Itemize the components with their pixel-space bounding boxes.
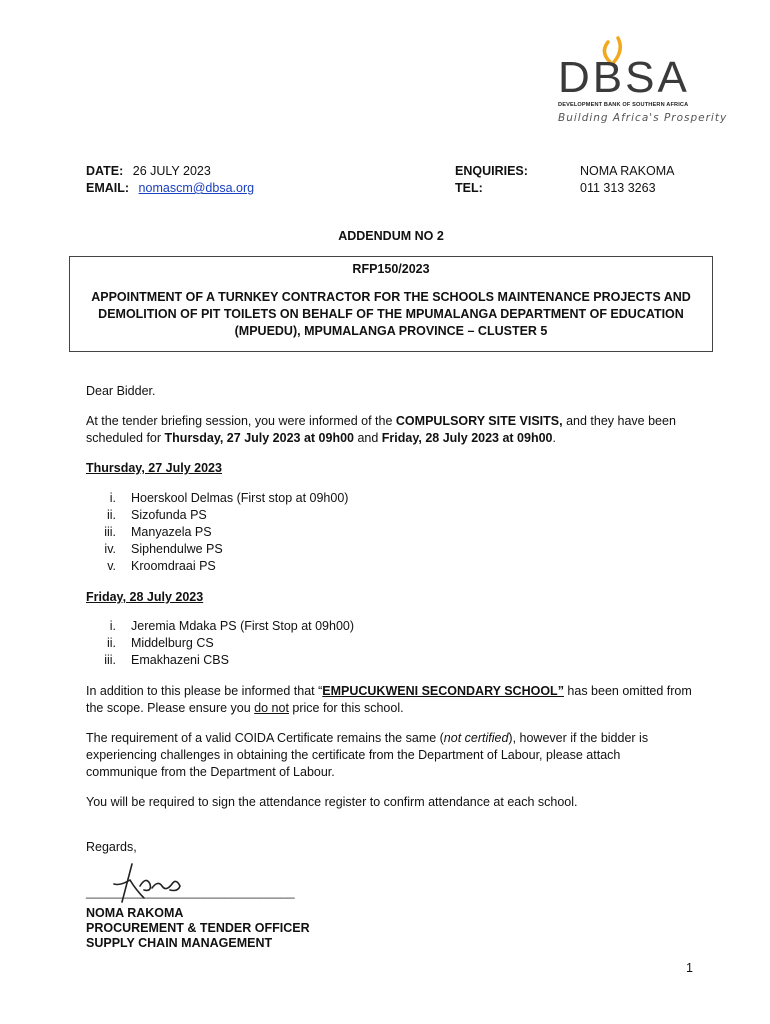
greeting: Dear Bidder. [86,384,156,398]
tel-label: TEL: [455,181,483,195]
rfp-title-line-3: (MPUEDU), MPUMALANGA PROVINCE – CLUSTER 5 [234,324,548,338]
paragraph-3-line-1 [86,730,648,747]
list-item [86,524,486,541]
thursday-heading: Thursday, 27 July 2023 [86,461,222,475]
p3-text-a: The requirement of a valid COIDA Certificate remains the same ( [86,731,444,745]
p1-text-g: Friday, 28 July 2023 at 09h00 [381,431,553,445]
enquiries-value: NOMA RAKOMA [580,164,675,178]
p2-text-c: has been omitted from [563,684,692,698]
list-item-text: Emakhazeni CBS [131,653,229,667]
p2-text-f: price for this school. [288,701,404,715]
list-item-number: v. [107,559,116,573]
friday-list [86,618,486,669]
list-item [86,558,486,575]
p1-text-d: scheduled for [86,431,165,445]
paragraph-1-line-1 [86,413,676,430]
logo-bank-name: DEVELOPMENT BANK OF SOUTHERN AFRICA [558,102,689,108]
list-item-number: iii. [104,653,116,667]
p3-text-b: not certified [443,731,509,745]
list-item [86,618,486,635]
list-item [86,507,486,524]
list-item-number: ii. [106,508,116,522]
paragraph-2-line-1 [86,683,692,700]
enquiries-label: ENQUIRIES: [455,164,528,178]
thursday-list [86,490,486,575]
rfp-title-line-1: APPOINTMENT OF A TURNKEY CONTRACTOR FOR THE SCHOOLS MAINTENANCE PROJECTS AND [91,290,691,304]
paragraph-2-line-2 [86,700,404,717]
p2-text-d: the scope. Please ensure you [86,701,255,715]
list-item-text: Hoerskool Delmas (First stop at 09h00) [131,491,349,505]
list-item-text: Kroomdraai PS [131,559,216,573]
list-item [86,490,486,507]
list-item-number: iii. [104,525,116,539]
email-label: EMAIL: [86,181,130,195]
p1-text-c: and they have been [562,414,676,428]
list-item-number: iv. [104,542,116,556]
list-item [86,635,486,652]
p2-text-a: In addition to this please be informed that “ [86,684,323,698]
list-item [86,652,486,669]
signatory-name: NOMA RAKOMA [86,906,184,920]
regards: Regards, [86,840,137,854]
paragraph-3-line-2: experiencing challenges in obtaining the certificate from the Department of Labour, please attach [86,748,621,762]
email-row [86,180,254,197]
list-item-number: i. [109,491,116,505]
paragraph-4: You will be required to sign the attendance register to confirm attendance at each school. [86,795,578,809]
list-item-number: ii. [106,636,116,650]
date-label: DATE: [86,164,124,178]
date-value: 26 JULY 2023 [132,164,211,178]
date-row [86,163,211,180]
p1-text-e: Thursday, 27 July 2023 at 09h00 [164,431,354,445]
signatory-department: SUPPLY CHAIN MANAGEMENT [86,936,273,950]
p3-text-c: ), however if the bidder is [508,731,649,745]
logo-tagline: Building Africa's Prosperity [558,112,728,124]
tel-value: 011 313 3263 [580,181,656,195]
list-item-text: Sizofunda PS [131,508,207,522]
rfp-box [69,256,713,352]
list-item-text: Jeremia Mdaka PS (First Stop at 09h00) [131,619,355,633]
logo-letters: DBSA [558,53,690,102]
p2-text-e: do not [254,701,289,715]
list-item-number: i. [109,619,116,633]
rfp-title-line-2: DEMOLITION OF PIT TOILETS ON BEHALF OF THE MPUMALANGA DEPARTMENT OF EDUCATION [98,307,684,321]
addendum-title: ADDENDUM NO 2 [338,229,444,243]
p2-text-b: EMPUCUKWENI SECONDARY SCHOOL” [322,684,564,698]
email-link[interactable]: nomascm@dbsa.org [138,181,255,195]
p1-text-h: . [552,431,556,445]
p1-text-a: At the tender briefing session, you were informed of the [86,414,396,428]
paragraph-3-line-3: communique from the Department of Labour. [86,765,335,779]
p1-text-b: COMPULSORY SITE VISITS, [395,414,563,428]
paragraph-1-line-2 [86,430,556,447]
page-number: 1 [686,961,693,975]
list-item [86,541,486,558]
list-item-text: Siphendulwe PS [131,542,223,556]
signature-line: ______________________________ [86,885,295,899]
friday-heading: Friday, 28 July 2023 [86,590,204,604]
list-item-text: Middelburg CS [131,636,214,650]
signatory-title: PROCUREMENT & TENDER OFFICER [86,921,310,935]
rfp-number: RFP150/2023 [352,262,430,276]
p1-text-f: and [353,431,382,445]
list-item-text: Manyazela PS [131,525,212,539]
